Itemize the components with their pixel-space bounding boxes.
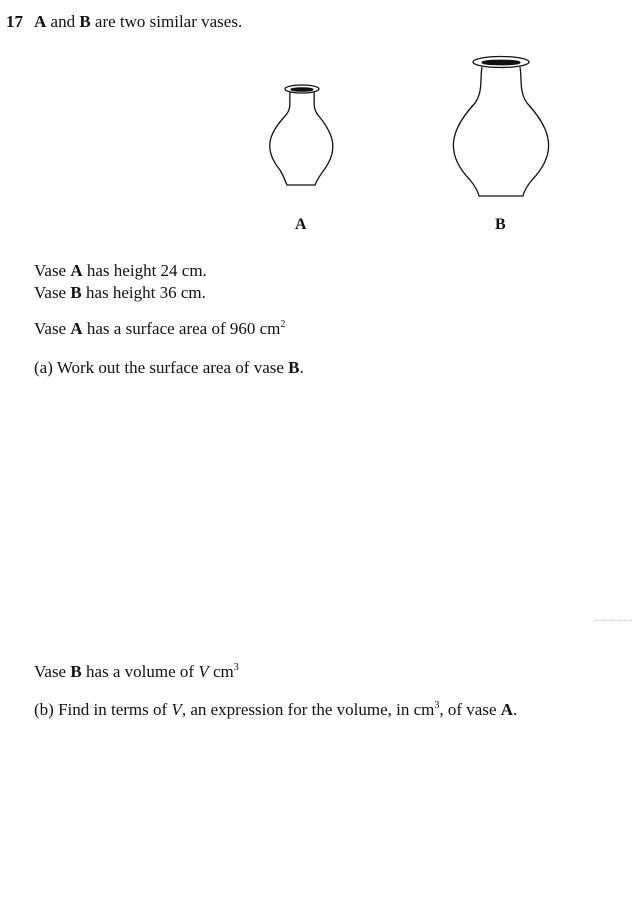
answer-line: ...................... bbox=[594, 615, 633, 623]
fact-pre: Vase bbox=[34, 319, 71, 338]
part-b-end: . bbox=[513, 700, 518, 719]
fact-post: has a surface area of 960 cm bbox=[82, 319, 281, 338]
part-a-label: (a) bbox=[34, 358, 53, 377]
fact-vase: A bbox=[70, 261, 83, 280]
part-b-vase: A bbox=[500, 700, 514, 719]
part-a-text: Work out the surface area of vase bbox=[52, 358, 289, 377]
fact-pre: Vase bbox=[34, 261, 71, 280]
volume-pre: Vase bbox=[34, 662, 71, 681]
fact-vase: A bbox=[70, 319, 83, 338]
volume-mid: has a volume of bbox=[81, 662, 199, 681]
part-b-text1: Find in terms of bbox=[53, 700, 172, 719]
volume-line bbox=[34, 662, 239, 682]
fact-surface-area-a bbox=[34, 319, 285, 339]
part-a-vase: B bbox=[288, 358, 300, 377]
vase-b-ref: B bbox=[79, 12, 91, 31]
part-b-text3: , of vase bbox=[439, 700, 501, 719]
fact-sup: 2 bbox=[280, 319, 286, 330]
question-intro bbox=[34, 12, 242, 32]
intro-and: and bbox=[46, 12, 80, 31]
volume-sup: 3 bbox=[233, 662, 239, 673]
fact-vase: B bbox=[70, 283, 82, 302]
intro-rest: are two similar vases. bbox=[90, 12, 243, 31]
part-b-label: (b) bbox=[34, 700, 54, 719]
volume-unit: cm bbox=[208, 662, 234, 681]
fact-pre: Vase bbox=[34, 283, 71, 302]
part-b-var: V bbox=[171, 700, 182, 719]
vase-a-ref: A bbox=[34, 12, 47, 31]
part-a-question bbox=[34, 358, 304, 378]
question-number: 17 bbox=[6, 12, 23, 31]
part-a-end: . bbox=[299, 358, 304, 377]
fact-post: has height 24 cm. bbox=[82, 261, 207, 280]
fact-height-b bbox=[34, 283, 206, 303]
part-b-sup: 3 bbox=[434, 700, 440, 711]
vase-b-label: B bbox=[495, 216, 506, 233]
fact-post: has height 36 cm. bbox=[81, 283, 206, 302]
part-b-text2: , an expression for the volume, in cm bbox=[181, 700, 435, 719]
part-b-question bbox=[34, 700, 517, 720]
volume-vase: B bbox=[70, 662, 82, 681]
volume-var: V bbox=[198, 662, 209, 681]
fact-height-a bbox=[34, 261, 207, 281]
vase-a-label: A bbox=[295, 216, 307, 233]
